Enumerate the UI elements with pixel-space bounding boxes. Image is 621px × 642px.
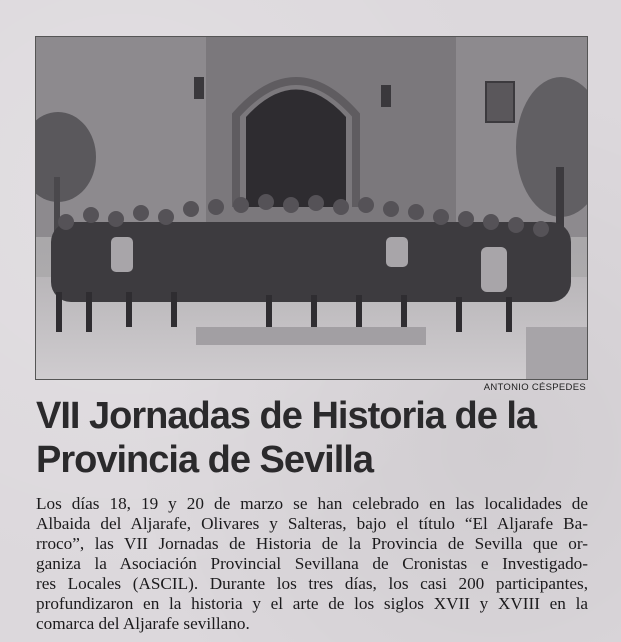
body-line: Los días 18, 19 y 20 de marzo se han celebrado en las localidades de [36, 494, 588, 513]
body-line: res Locales (ASCIL). Durante los tres días, los casi 200 participantes, [36, 574, 588, 593]
body-line: ganiza la Asociación Provincial Sevillana de Cronistas e Investigado- [36, 554, 588, 573]
article-body [36, 494, 588, 634]
headline-line-2: Provincia de Sevilla [36, 439, 373, 481]
headline [36, 394, 596, 482]
body-line: comarca del Aljarafe sevillano. [36, 614, 250, 633]
body-line: rroco”, las VII Jornadas de Historia de la Provincia de Sevilla que or- [36, 534, 588, 553]
photo-credit: ANTONIO CÉSPEDES [483, 382, 586, 393]
group-photo [35, 36, 588, 380]
group-photo-icon [36, 37, 587, 379]
headline-line-1: VII Jornadas de Historia de la [36, 395, 537, 437]
body-line: profundizaron en la historia y el arte de los siglos XVII y XVIII en la [36, 594, 588, 613]
body-line: Albaida del Aljarafe, Olivares y Salteras, bajo el título “El Aljarafe Ba- [36, 514, 588, 533]
